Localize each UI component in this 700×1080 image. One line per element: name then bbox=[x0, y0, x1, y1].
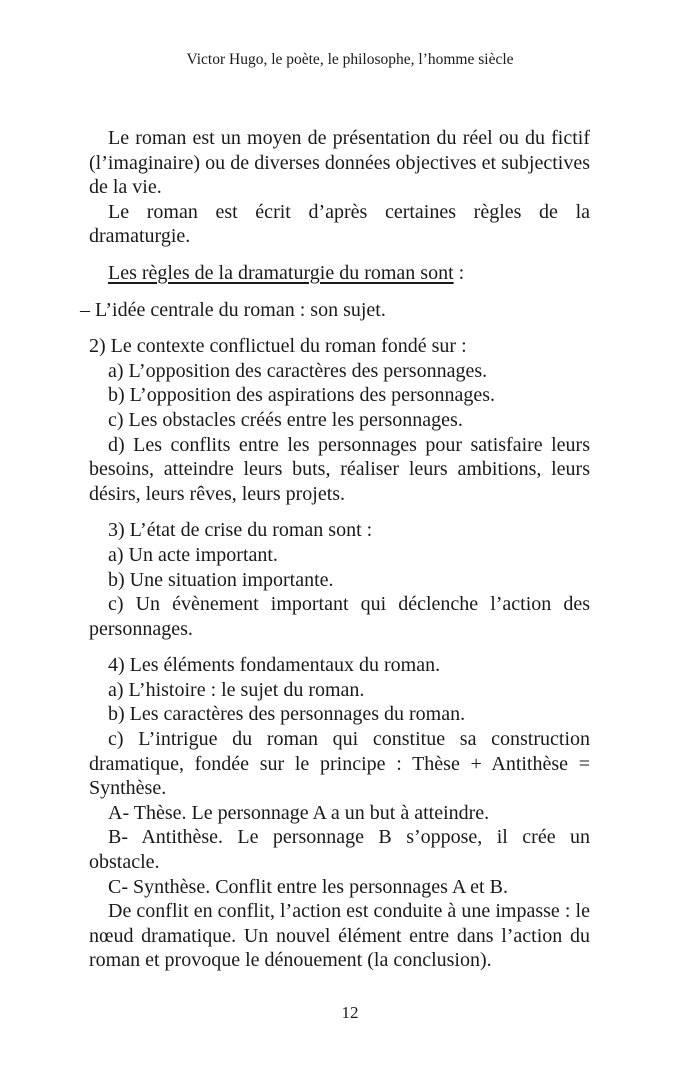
rules-heading bbox=[89, 261, 590, 286]
list-subitem-2a: a) L’opposition des caractères des personnages. bbox=[108, 359, 488, 382]
list-subitem-2b: b) L’opposition des aspirations des personnages. bbox=[108, 384, 495, 407]
list-subitem-2c: c) Les obstacles créés entre les personnages. bbox=[108, 408, 463, 431]
list-item-fundamental-elements: 4) Les éléments fondamentaux du roman. bbox=[108, 654, 441, 677]
list-subitem-4c: c) L’intrigue du roman qui constitue sa construction dramatique, fondée sur le principe : Thèse + Antithèse = Synthèse. bbox=[89, 728, 590, 800]
page-number: 12 bbox=[341, 1003, 359, 1022]
list-subitem-3a: a) Un acte important. bbox=[108, 543, 278, 566]
list-item-crisis-state: 3) L’état de crise du roman sont : bbox=[108, 519, 373, 542]
paragraph-roman-rules: Le roman est écrit d’après certaines règles de la dramaturgie. bbox=[89, 200, 590, 248]
paragraph-conclusion: De conflit en conflit, l’action est conduite à une impasse : le nœud dramatique. Un nouvel élément entre dans l’action du roman et provoque le dénouement (la conclusion). bbox=[89, 900, 590, 972]
list-subitem-3b: b) Une situation importante. bbox=[108, 568, 334, 591]
body-text bbox=[80, 126, 590, 973]
rules-heading-colon: : bbox=[453, 261, 465, 284]
paragraph-roman-definition: Le roman est un moyen de présentation du réel ou du fictif (l’imaginaire) ou de diverses données objectives et subjectives de la vie. bbox=[89, 127, 590, 199]
synthesis-line: C- Synthèse. Conflit entre les personnages A et B. bbox=[108, 875, 508, 898]
list-subitem-3c: c) Un évènement important qui déclenche l’action des personnages. bbox=[89, 593, 590, 640]
thesis-line: A- Thèse. Le personnage A a un but à atteindre. bbox=[108, 801, 490, 824]
list-subitem-4b: b) Les caractères des personnages du roman. bbox=[108, 703, 466, 726]
list-subitem-4a: a) L’histoire : le sujet du roman. bbox=[108, 678, 365, 701]
rules-heading-underlined: Les règles de la dramaturgie du roman sont bbox=[108, 261, 454, 284]
list-item-central-idea: – L’idée centrale du roman : son sujet. bbox=[80, 298, 386, 321]
antithesis-line: B- Antithèse. Le personnage B s’oppose, il crée un obstacle. bbox=[89, 826, 590, 874]
list-item-conflict-context: 2) Le contexte conflictuel du roman fondé sur : bbox=[89, 335, 467, 358]
list-subitem-2d: d) Les conflits entre les personnages pour satisfaire leurs besoins, atteindre leurs buts, réaliser leurs ambitions, leurs désirs, leurs rêves, leurs projets. bbox=[89, 433, 590, 505]
running-head: Victor Hugo, le poète, le philosophe, l’homme siècle bbox=[186, 51, 514, 68]
